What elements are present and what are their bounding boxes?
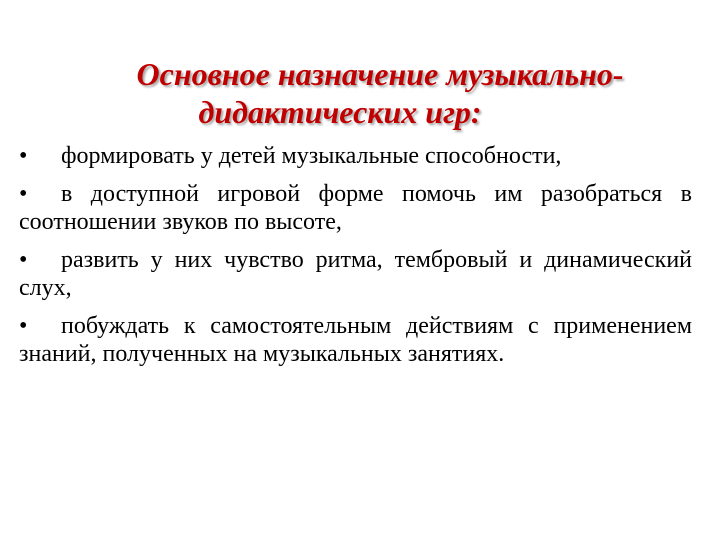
- bullet-item: [19, 246, 692, 302]
- bullet-text: формировать у детей музыкальные способности,: [61, 143, 562, 169]
- bullet-dot: •: [19, 143, 28, 169]
- bullet-text: развить у них чувство ритма, тембровый и динамический слух,: [19, 247, 692, 301]
- bullet-dot: •: [19, 181, 28, 207]
- slide-title: [0, 55, 720, 131]
- slide-title-line-1: Основное назначение музыкально-: [136, 56, 624, 92]
- bullet-list: [19, 142, 692, 378]
- bullet-item: [19, 180, 692, 236]
- slide-title-line-2: дидактических игр:: [198, 94, 482, 130]
- bullet-item: [19, 142, 692, 170]
- bullet-text: побуждать к самостоятельным действиям с применением знаний, полученных на музыкальных занятиях.: [19, 313, 692, 367]
- bullet-dot: •: [19, 247, 28, 273]
- bullet-item: [19, 312, 692, 368]
- bullet-text: в доступной игровой форме помочь им разобраться в соотношении звуков по высоте,: [19, 181, 692, 235]
- bullet-dot: •: [19, 313, 28, 339]
